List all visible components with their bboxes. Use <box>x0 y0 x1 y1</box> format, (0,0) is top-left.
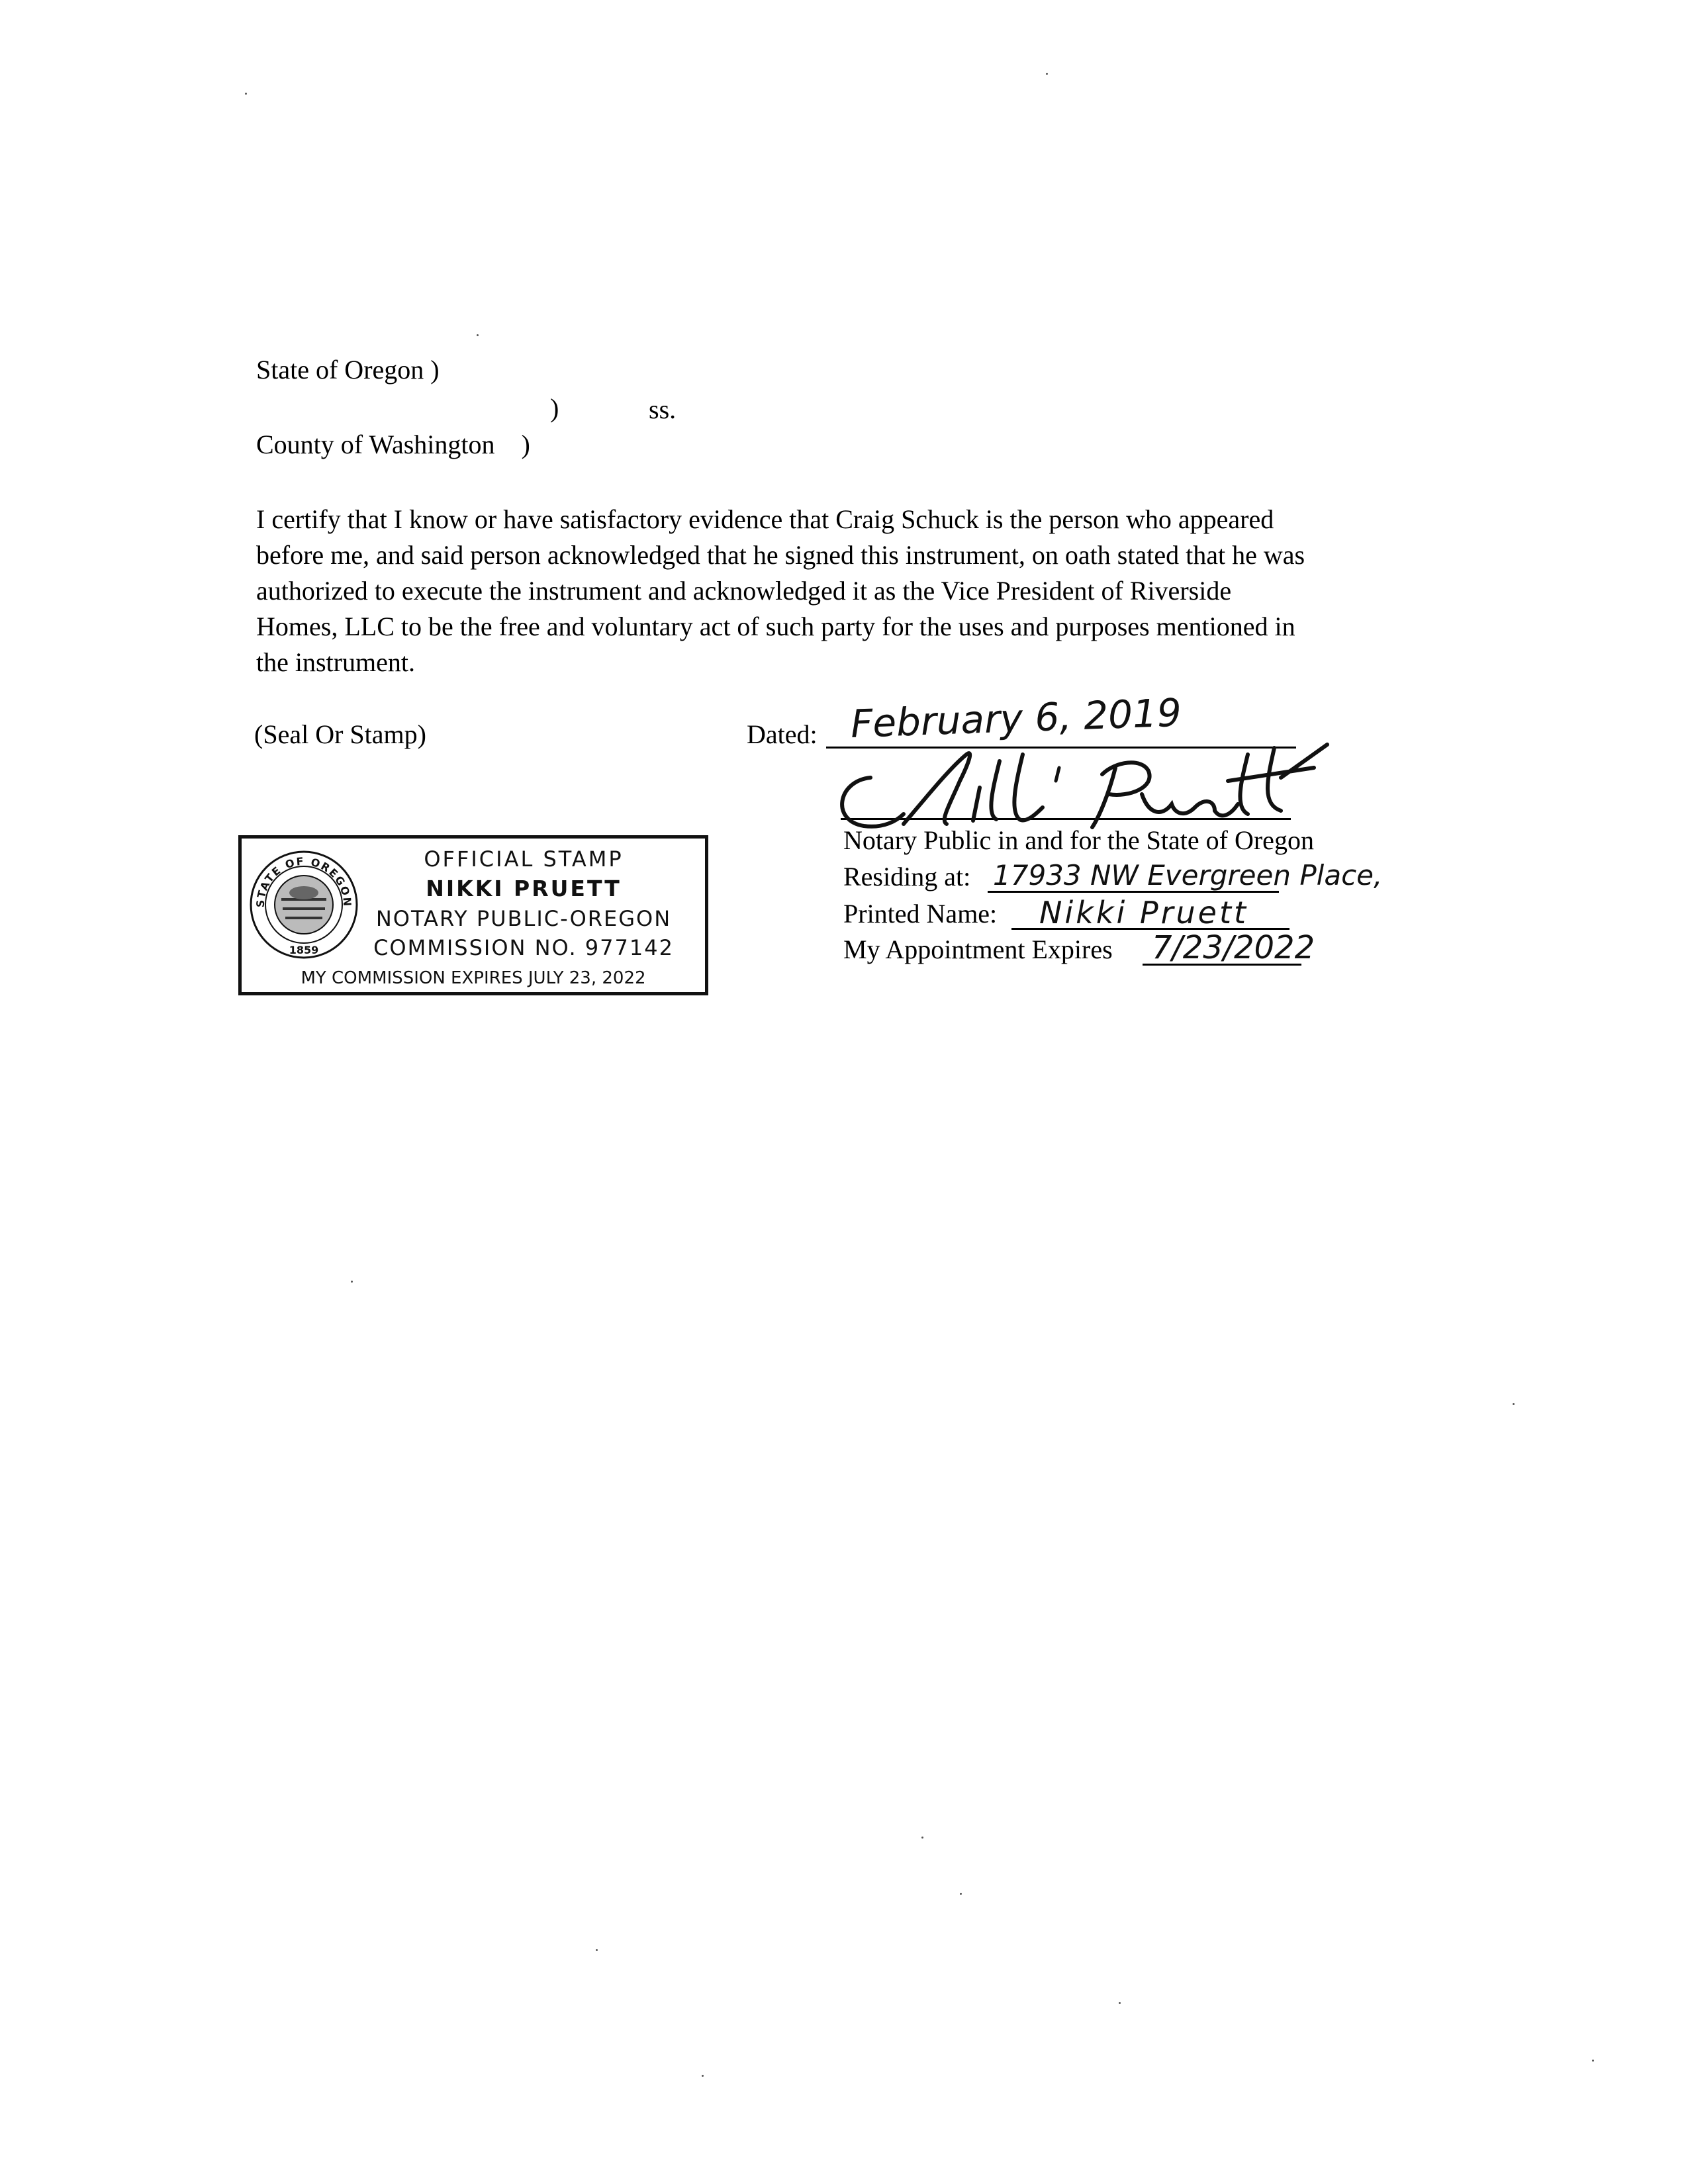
official-stamp <box>238 835 708 995</box>
scan-speck <box>351 1281 353 1283</box>
venue-state-line: State of Oregon ) <box>256 355 440 385</box>
scan-speck <box>1119 2002 1121 2004</box>
scan-speck <box>245 93 247 95</box>
stamp-commission-number: COMMISSION NO. 977142 <box>373 935 674 960</box>
venue-paren: ) <box>550 393 559 423</box>
venue-county-line: County of Washington ) <box>256 430 530 459</box>
stamp-commission-expires: MY COMMISSION EXPIRES JULY 23, 2022 <box>301 968 646 988</box>
scan-speck <box>596 1949 598 1951</box>
stamp-notary-public: NOTARY PUBLIC-OREGON <box>375 906 672 931</box>
seal-label: (Seal Or Stamp) <box>254 719 426 749</box>
certificate-line: authorized to execute the instrument and acknowledged it as the Vice President of Riverside <box>256 576 1232 606</box>
stamp-title: OFFICIAL STAMP <box>424 846 624 872</box>
scan-speck <box>702 2075 704 2077</box>
venue-ss: ss. <box>649 394 677 424</box>
seal-top-text: STATE OF OREGON <box>254 854 354 908</box>
residing-handwritten: 17933 NW Evergreen Place, <box>993 859 1383 891</box>
printed-name-handwritten: Nikki Pruett <box>1039 895 1249 931</box>
certificate-paragraph <box>256 502 1448 680</box>
scan-speck <box>1592 2060 1594 2062</box>
scan-speck <box>477 334 479 336</box>
printed-name-label: Printed Name: <box>843 899 998 929</box>
oregon-seal-icon <box>248 849 359 960</box>
expires-label: My Appointment Expires <box>843 934 1113 964</box>
dated-label: Dated: <box>747 719 818 749</box>
certificate-line: Homes, LLC to be the free and voluntary act of such party for the uses and purposes mentioned in <box>256 612 1295 641</box>
expires-handwritten: 7/23/2022 <box>1152 929 1315 966</box>
scan-speck <box>921 1837 923 1839</box>
dated-handwritten: February 6, 2019 <box>849 690 1182 747</box>
certificate-line: the instrument. <box>256 647 415 677</box>
stamp-notary-name: NIKKI PRUETT <box>426 876 622 901</box>
notary-public-line: Notary Public in and for the State of Oregon <box>843 825 1314 855</box>
certificate-line: before me, and said person acknowledged that he signed this instrument, on oath stated that he was <box>256 540 1305 570</box>
seal-year: 1859 <box>289 944 319 956</box>
scan-speck <box>1046 73 1048 75</box>
certificate-line: I certify that I know or have satisfactory evidence that Craig Schuck is the person who appeared <box>256 504 1274 534</box>
residing-label: Residing at: <box>843 862 971 891</box>
scan-speck <box>1513 1403 1515 1405</box>
scan-speck <box>960 1893 962 1895</box>
